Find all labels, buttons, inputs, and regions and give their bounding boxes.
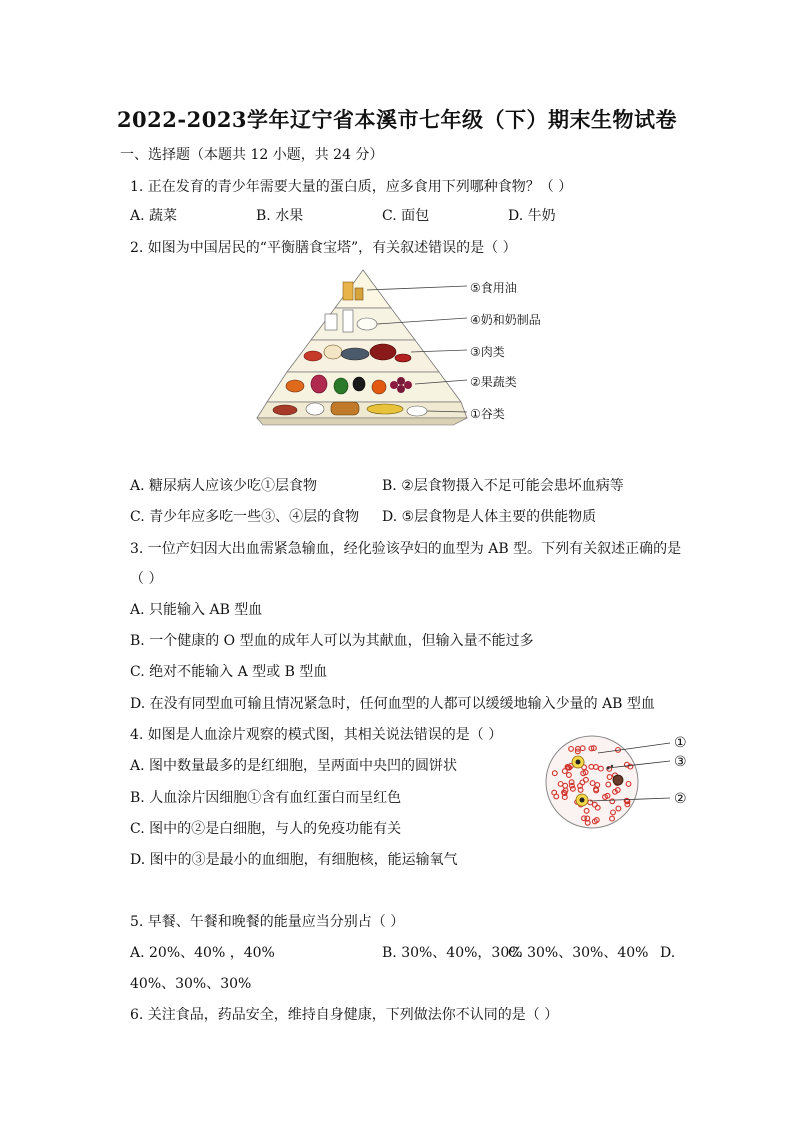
q2-option-a: A. 糖尿病人应该少吃①层食物 [130, 478, 318, 494]
q1-option-d: D. 牛奶 [508, 208, 556, 224]
q3-option-c: C. 绝对不能输入 A 型或 B 型血 [130, 664, 328, 680]
question-3-stem: 3. 一位产妇因大出血需紧急输血，经化验该孕妇的血型为 AB 型。下列有关叙述正确的是 [130, 541, 682, 557]
orange-icon [372, 380, 386, 394]
q5-option-d-cont: 40%、30%、30% [130, 976, 252, 992]
smear-label-3: ③ [674, 754, 687, 770]
blood-smear-figure [540, 728, 680, 832]
yogurt-bowl-icon [357, 318, 377, 330]
q5-option-c: C. 30%、30%、40% [508, 945, 649, 961]
pepper-icon [334, 378, 348, 394]
sweet-potato-icon [273, 405, 297, 415]
q3-option-d: D. 在没有同型血可输且情况紧急时，任何血型的人都可以缓缓地输入少量的 AB 型血 [130, 696, 655, 712]
chicken-icon [324, 345, 342, 359]
fish-icon [341, 348, 369, 360]
meat-icon [395, 354, 411, 362]
bread-icon [331, 402, 359, 415]
pyramid-label-3: ③肉类 [470, 345, 505, 359]
onion-icon [311, 375, 327, 393]
page-title: 2022-2023学年辽宁省本溪市七年级（下）期末生物试卷 [116, 107, 678, 132]
question-1-stem: 1. 正在发育的青少年需要大量的蛋白质，应多食用下列哪种食物？（ ） [130, 179, 573, 195]
q4-option-d: D. 图中的③是最小的血细胞，有细胞核，能运输氧气 [130, 852, 458, 868]
smear-label-1: ① [674, 735, 687, 751]
oil-can-icon [355, 288, 363, 300]
oil-bottle-icon [343, 282, 353, 300]
q2-option-c: C. 青少年应多吃一些③、④层的食物 [130, 509, 360, 525]
carrot-icon [286, 380, 304, 392]
eggplant-icon [353, 377, 365, 391]
platelet-2 [611, 765, 613, 767]
milk-carton-icon [325, 314, 337, 330]
question-4-stem: 4. 如图是人血涂片观察的模式图，其相关说法错误的是（ ） [130, 727, 503, 743]
question-3-stem-cont: （ ） [130, 571, 163, 587]
pyramid-label-1: ①谷类 [470, 407, 505, 421]
q2-option-d: D. ⑤层食物是人体主要的供能物质 [382, 509, 597, 525]
rice-bowl-icon [407, 406, 427, 416]
pyramid-label-5: ⑤食用油 [470, 281, 517, 295]
question-2-stem: 2. 如图为中国居民的“平衡膳食宝塔”，有关叙述错误的是（ ） [130, 240, 517, 256]
bun-icon [306, 403, 324, 415]
q4-option-a: A. 图中数量最多的是红细胞，呈两面中央凹的圆饼状 [130, 758, 458, 774]
q4-option-c: C. 图中的②是白细胞，与人的免疫功能有关 [130, 821, 402, 837]
q3-option-b: B. 一个健康的 O 型血的成年人可以为其献血，但输入量不能过多 [130, 633, 534, 649]
question-5-stem: 5. 早餐、午餐和晚餐的能量应当分别占（ ） [130, 914, 405, 930]
q1-option-c: C. 面包 [382, 208, 430, 224]
question-6-stem: 6. 关注食品，药品安全，维持自身健康，下列做法你不认同的是（ ） [130, 1007, 559, 1023]
q5-option-d: D. [660, 945, 676, 961]
dark-blood-cell [613, 775, 623, 785]
section-heading: 一、选择题（本题共 12 小题，共 24 分） [120, 147, 384, 163]
pyramid-label-2: ②果蔬类 [470, 375, 517, 389]
grape-icon [397, 377, 405, 385]
pyramid-base [257, 418, 467, 425]
q5-option-b: B. 30%、40%，30% [382, 945, 523, 961]
corn-icon [367, 404, 403, 414]
q3-option-a: A. 只能输入 AB 型血 [130, 602, 263, 618]
q1-option-a: A. 蔬菜 [130, 208, 178, 224]
q5-option-a: A. 20%、40% ，40% [130, 945, 275, 961]
q1-option-b: B. 水果 [256, 208, 304, 224]
smear-label-2: ② [674, 791, 687, 807]
q4-option-b: B. 人血涂片因细胞①含有血红蛋白而呈红色 [130, 790, 402, 806]
sausage-icon [304, 351, 322, 361]
pyramid-label-4: ④奶和奶制品 [470, 313, 541, 327]
milk-bottle-icon [343, 310, 353, 332]
leader-line-5 [367, 286, 467, 290]
q2-option-b: B. ②层食物摄入不足可能会患坏血病等 [382, 478, 624, 494]
beef-icon [370, 344, 396, 360]
